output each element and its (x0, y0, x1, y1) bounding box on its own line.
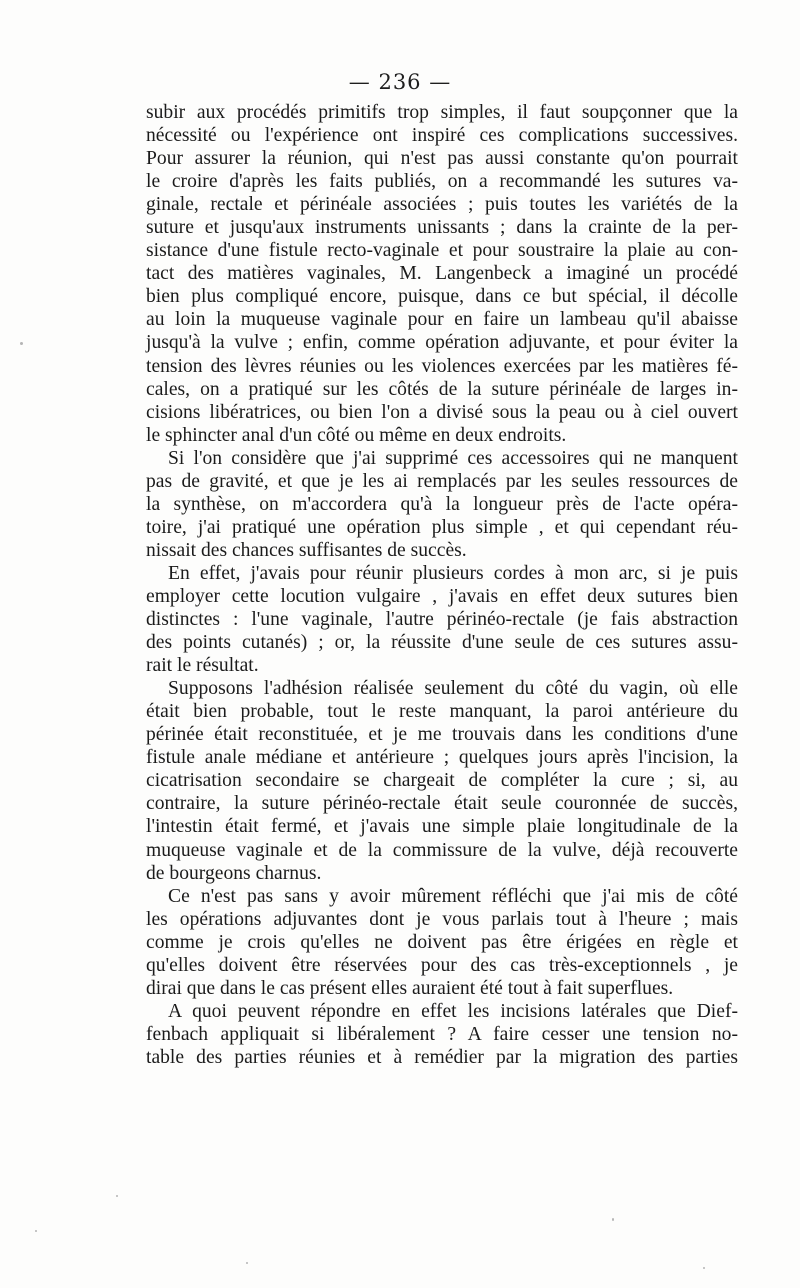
text-line: sistance d'une fistule recto-vaginale et pour soustraire la plaie au con- (146, 240, 738, 262)
text-line: nissait des chances suffisantes de succès. (146, 539, 467, 561)
text-line: les opérations adjuvantes dont je vous parlais tout à l'heure ; mais (146, 908, 738, 930)
text-line: jusqu'à la vulve ; enfin, comme opération adjuvante, et pour éviter la (146, 332, 738, 354)
text-line: des points cutanés) ; or, la réussite d'une seule de ces sutures assu- (146, 632, 738, 654)
text-line: cales, on a pratiqué sur les côtés de la suture périnéale de larges in- (146, 378, 738, 400)
scan-speck (35, 1230, 37, 1232)
body-text (146, 101, 738, 1069)
text-line: tact des matières vaginales, M. Langenbeck a imaginé un procédé (146, 263, 738, 285)
text-line: table des parties réunies et à remédier par la migration des parties (146, 1046, 738, 1068)
text-line: la synthèse, on m'accordera qu'à la longueur près de l'acte opéra- (146, 493, 738, 515)
text-line: Supposons l'adhésion réalisée seulement du côté du vagin, où elle (168, 678, 738, 700)
text-line: fistule anale médiane et antérieure ; quelques jours après l'incision, la (146, 747, 738, 769)
text-line: Si l'on considère que j'ai supprimé ces accessoires qui ne manquent (168, 447, 738, 469)
text-line: muqueuse vaginale et de la commissure de la vulve, déjà recouverte (146, 839, 738, 861)
text-line: subir aux procédés primitifs trop simples, il faut soupçonner que la (146, 102, 738, 123)
text-line: fenbach appliquait si libéralement ? A faire cesser une tension no- (146, 1023, 738, 1045)
text-line: ginale, rectale et périnéale associées ; puis toutes les variétés de la (146, 194, 738, 216)
scan-speck (703, 1267, 705, 1269)
text-line: Pour assurer la réunion, qui n'est pas aussi constante qu'on pourrait (146, 148, 738, 170)
text-line: le sphincter anal d'un côté ou même en deux endroits. (146, 424, 567, 446)
text-line: Ce n'est pas sans y avoir mûrement réfléchi que j'ai mis de côté (168, 885, 738, 907)
text-line: rait le résultat. (146, 655, 259, 677)
text-line: suture et jusqu'aux instruments unissants ; dans la crainte de la per- (146, 217, 738, 239)
scan-speck (246, 1262, 248, 1264)
text-line: A quoi peuvent répondre en effet les incisions latérales que Dief- (168, 1000, 738, 1022)
text-line: cisions libératrices, ou bien l'on a divisé sous la peau ou à ciel ouvert (146, 401, 738, 423)
text-line: tension des lèvres réunies ou les violences exercées par les matières fé- (146, 355, 738, 377)
text-line: nécessité ou l'expérience ont inspiré ces complications successives. (146, 125, 738, 147)
text-line: le croire d'après les faits publiés, on a recommandé les sutures va- (146, 171, 738, 193)
text-line: distinctes : l'une vaginale, l'autre périnéo-rectale (je fais abstraction (146, 609, 738, 631)
text-line: l'intestin était fermé, et j'avais une simple plaie longitudinale de la (146, 816, 738, 838)
text-line: cicatrisation secondaire se chargeait de compléter la cure ; si, au (146, 770, 738, 792)
text-line: dirai que dans le cas présent elles auraient été tout à fait superflues. (146, 977, 674, 999)
text-line: toire, j'ai pratiqué une opération plus simple , et qui cependant réu- (146, 516, 738, 538)
text-line: de bourgeons charnus. (146, 862, 322, 884)
scan-speck (612, 1218, 614, 1221)
text-line: au loin la muqueuse vaginale pour en faire un lambeau qu'il abaisse (146, 309, 738, 331)
scan-speck (116, 1195, 118, 1197)
scan-speck (20, 342, 23, 345)
text-line: employer cette locution vulgaire , j'avais en effet deux sutures bien (146, 585, 738, 607)
text-line: périnée était reconstituée, et je me trouvais dans les conditions d'une (146, 724, 738, 746)
text-line: était bien probable, tout le reste manquant, la paroi antérieure du (146, 701, 738, 723)
page-number: — 236 — (348, 70, 452, 94)
text-line: En effet, j'avais pour réunir plusieurs cordes à mon arc, si je puis (168, 562, 738, 584)
text-line: qu'elles doivent être réservées pour des cas très-exceptionnels , je (146, 954, 738, 976)
text-line: contraire, la suture périnéo-rectale était seule couronnée de succès, (146, 793, 738, 815)
text-line: bien plus compliqué encore, puisque, dans ce but spécial, il décolle (146, 286, 738, 308)
text-line: pas de gravité, et que je les ai remplacés par les seules ressources de (146, 470, 738, 492)
text-line: comme je crois qu'elles ne doivent pas être érigées en règle et (146, 931, 738, 953)
